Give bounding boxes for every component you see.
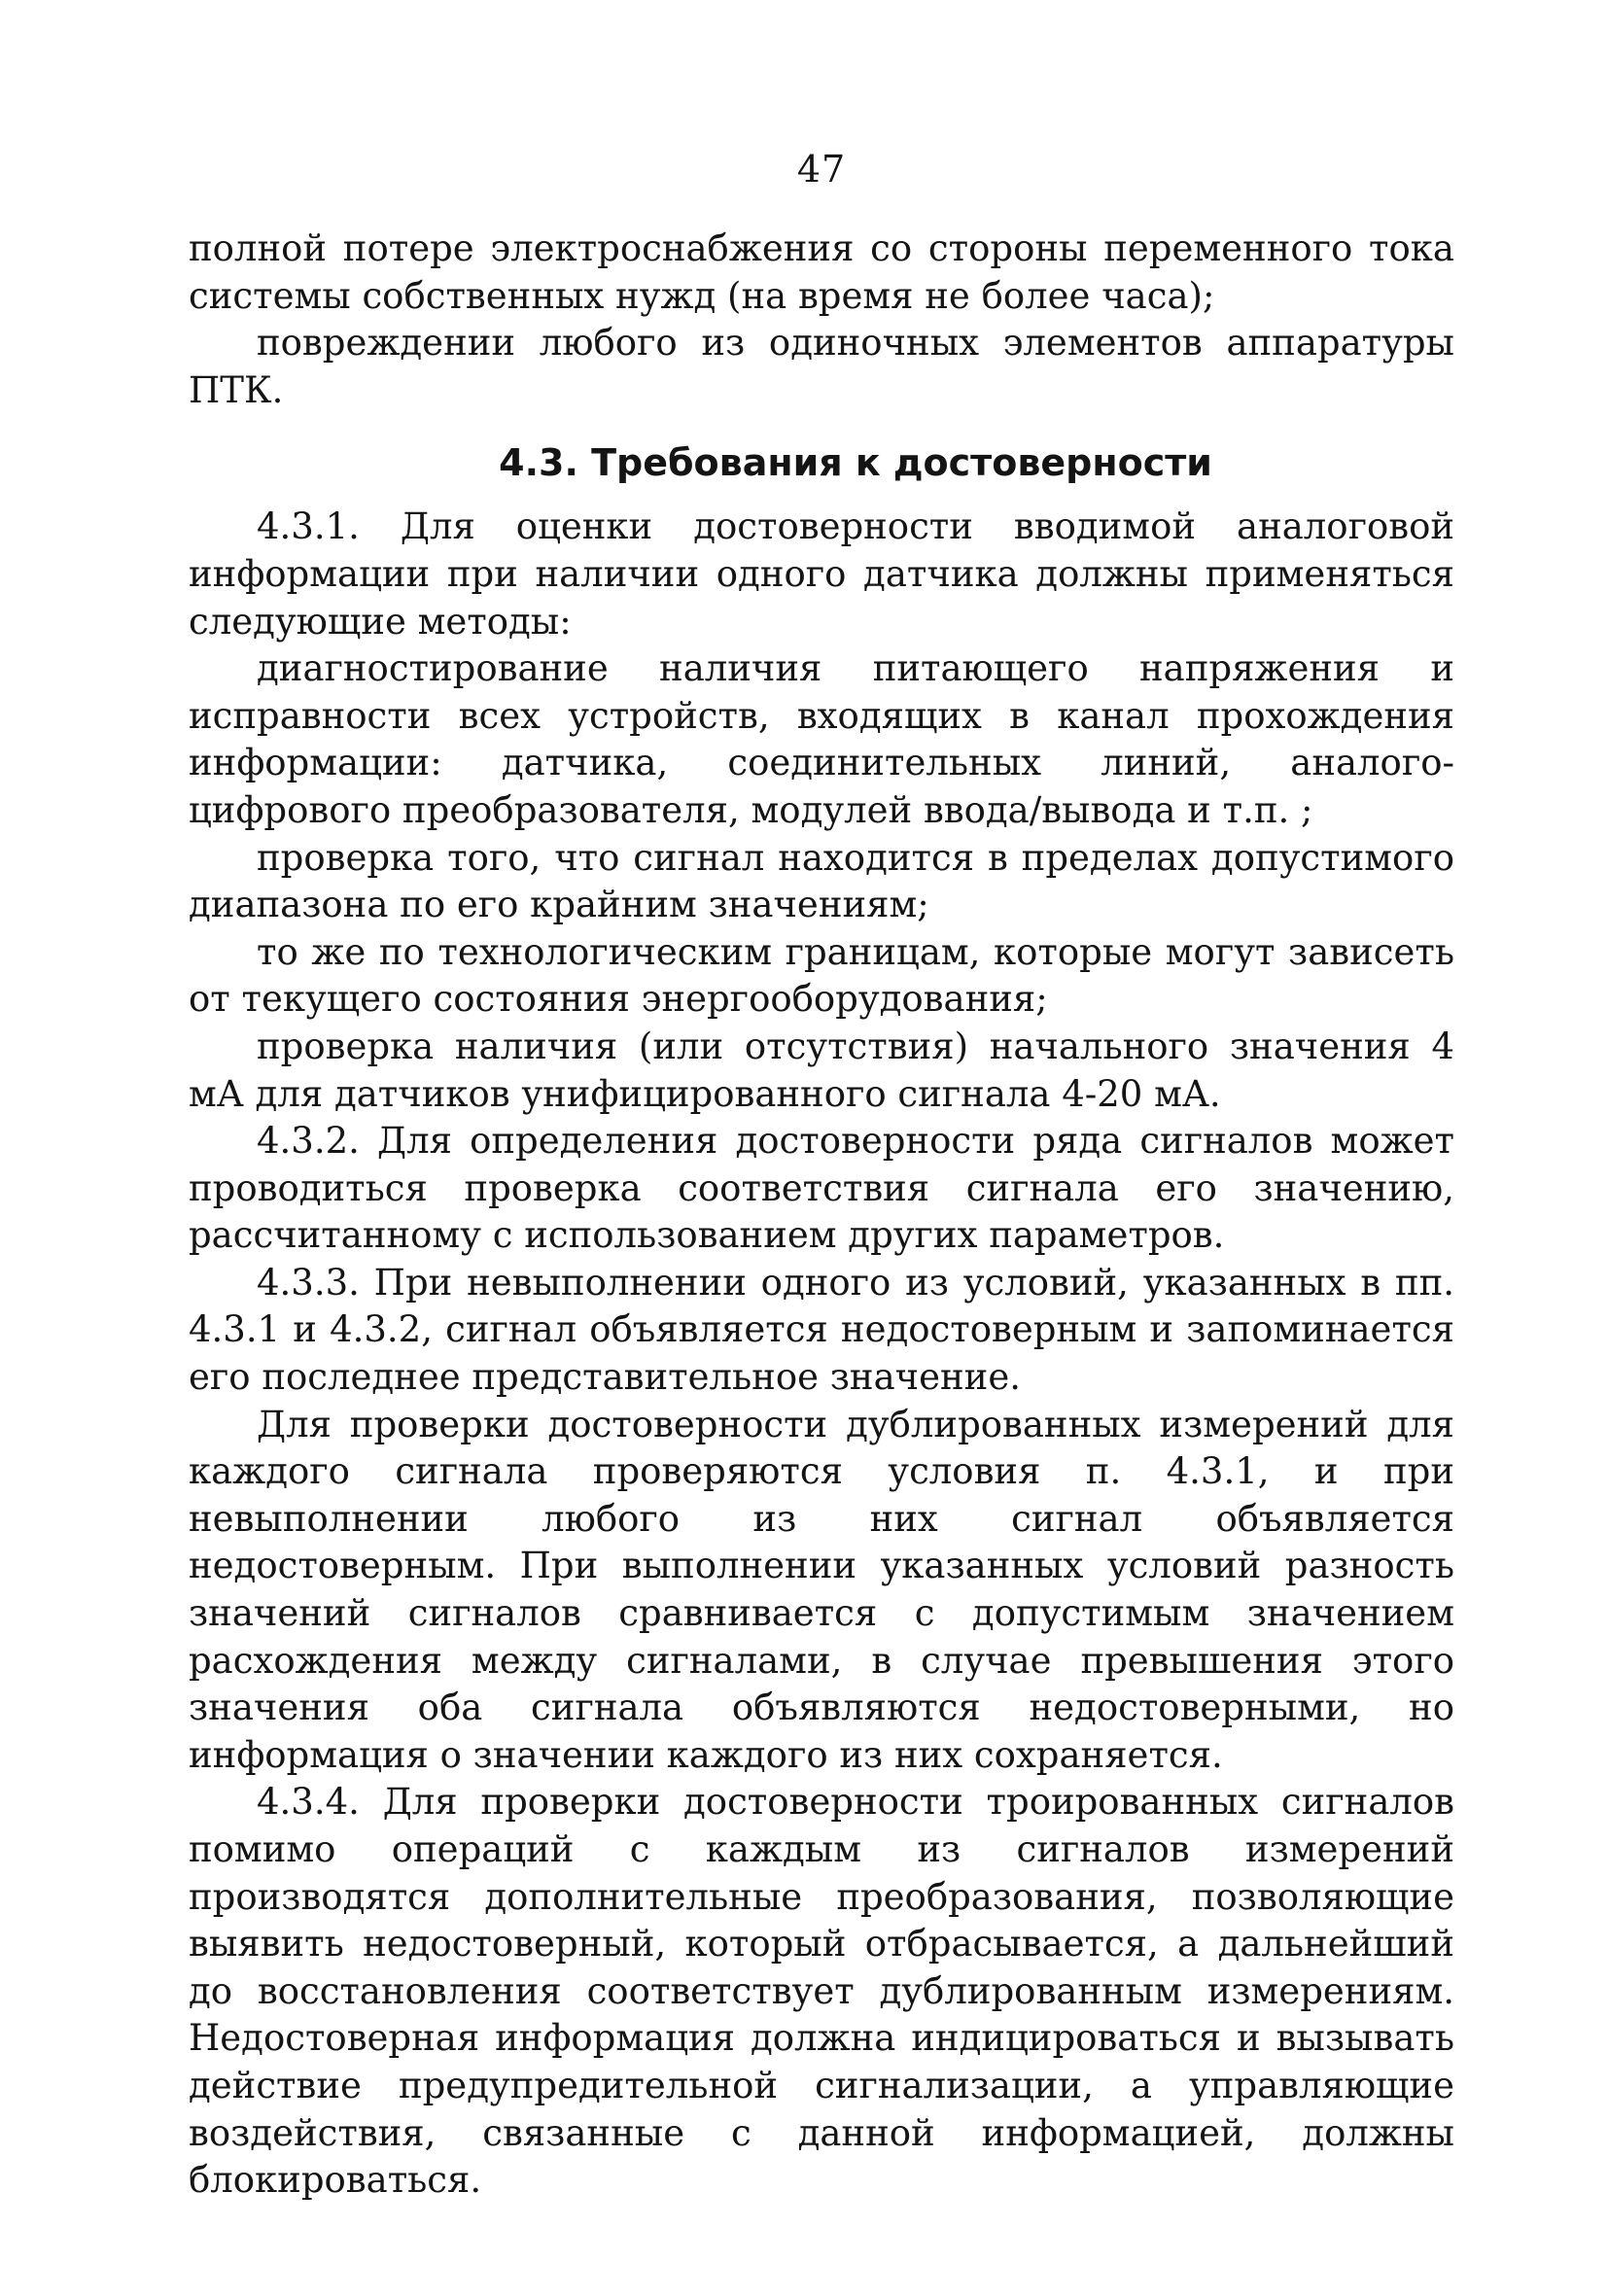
list-item-diagnostics: диагностирование наличия питающего напряжения и исправности всех устройств, входящих в канал прохождения информации: датчика, соединительных линий, аналого-цифрового преобразователя, модулей ввода/вывода и т.п. ;: [189, 647, 1454, 831]
paragraph-4-3-1: 4.3.1. Для оценки достоверности вводимой аналоговой информации при наличии одного датчика должны применяться следующие методы:: [189, 505, 1454, 643]
paragraph-duplicated-measurements: Для проверки достоверности дублированных измерений для каждого сигнала проверяются условия п. 4.3.1, и при невыполнении любого из них сигнал объявляется недостоверным. При выполнении указанных условий разность значений сигналов сравнивается с допустимым значением расхождения между сигналами, в случае превышения этого значения оба сигнала объявляются недостоверными, но информация о значении каждого из них сохраняется.: [189, 1403, 1454, 1776]
section-heading: 4.3. Требования к достоверности: [499, 441, 1212, 485]
document-page: [189, 146, 1454, 2205]
paragraph-4-3-4: 4.3.4. Для проверки достоверности троированных сигналов помимо операций с каждым из сигналов измерений производятся дополнительные преобразования, позволяющие выявить недостоверный, который отбрасывается, а дальнейший до восстановления соответствует дублированным измерениям. Недостоверная информация должна индицироваться и вызывать действие предупредительной сигнализации, а управляющие воздействия, связанные с данной информацией, должны блокироваться.: [189, 1781, 1454, 2202]
paragraph-4-3-3: 4.3.3. При невыполнении одного из условий, указанных в пп. 4.3.1 и 4.3.2, сигнал объявляется недостоверным и запоминается его последнее представительное значение.: [189, 1261, 1454, 1399]
paragraph-intro-2: повреждении любого из одиночных элементов аппаратуры ПТК.: [189, 322, 1454, 411]
page-number: 47: [796, 148, 847, 191]
paragraph-intro-1: полной потере электроснабжения со стороны переменного тока системы собственных нужд (на время не более часа);: [189, 227, 1454, 317]
list-item-technological-limits: то же по технологическим границам, которые могут зависеть от текущего состояния энергооборудования;: [189, 930, 1454, 1021]
paragraph-4-3-2: 4.3.2. Для определения достоверности ряда сигналов может проводиться проверка соответствия сигнала его значению, рассчитанному с использованием других параметров.: [189, 1120, 1454, 1257]
list-item-initial-value-check: проверка наличия (или отсутствия) начального значения 4 мА для датчиков унифицированного сигнала 4-20 мА.: [189, 1025, 1454, 1115]
list-item-range-check: проверка того, что сигнал находится в пределах допустимого диапазона по его крайним значениям;: [189, 836, 1454, 926]
